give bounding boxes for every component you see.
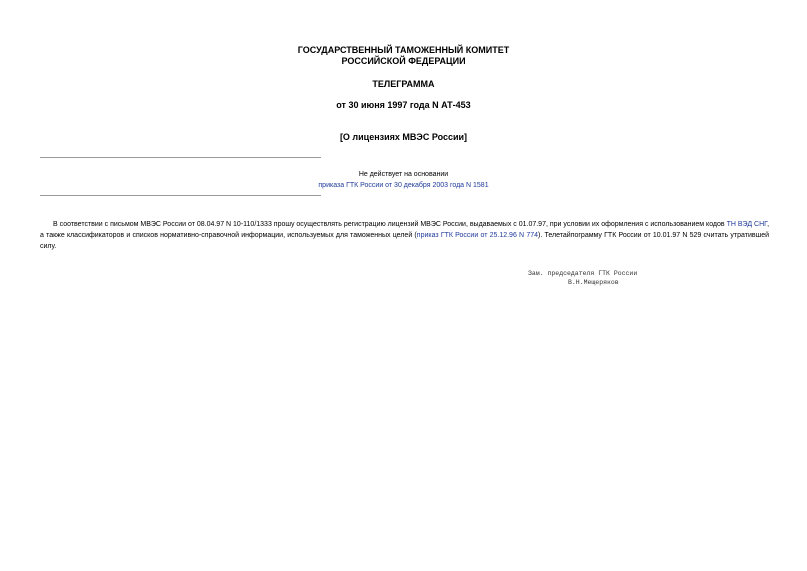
document-date-number: от 30 июня 1997 года N АТ-453 bbox=[336, 100, 471, 110]
divider-bottom bbox=[40, 195, 321, 196]
status-note bbox=[0, 169, 807, 191]
signature-block bbox=[528, 269, 638, 287]
signature-name: В.Н.Мещеряков bbox=[568, 279, 619, 286]
document-type: ТЕЛЕГРАММА bbox=[372, 79, 435, 89]
order-774-link[interactable]: приказ ГТК России от 25.12.96 N 774 bbox=[416, 232, 538, 239]
body-text-part-1: В соответствии с письмом МВЭС России от 08.04.97 N 10-110/1333 прошу осуществлять регистрацию лицензий МВЭС России, выдаваемых с 01.07.97, при условии их оформления с использованием кодов bbox=[53, 221, 727, 228]
tn-ved-link[interactable]: ТН ВЭД СНГ bbox=[726, 221, 768, 228]
status-note-text: Не действует на основании bbox=[358, 171, 449, 178]
document-header bbox=[0, 45, 807, 67]
organization-line-2: РОССИЙСКОЙ ФЕДЕРАЦИИ bbox=[341, 56, 466, 66]
organization-line-1: ГОСУДАРСТВЕННЫЙ ТАМОЖЕННЫЙ КОМИТЕТ bbox=[297, 45, 510, 55]
signature-position: Зам. председателя ГТК России bbox=[528, 270, 638, 277]
body-text-part-3: ). Телетайпограмму ГТК России от 10.01.97 N 529 считать утратившей силу. bbox=[40, 232, 770, 250]
status-cancel-order-link[interactable]: приказа ГТК России от 30 декабря 2003 года N 1581 bbox=[318, 182, 489, 189]
body-paragraph bbox=[40, 219, 769, 252]
body-text-part-2: , а также классификаторов и списков нормативно-справочной информации, используемых для таможенных целей ( bbox=[40, 221, 770, 239]
divider-top bbox=[40, 157, 321, 158]
document-subject: [О лицензиях МВЭС России] bbox=[339, 132, 468, 142]
